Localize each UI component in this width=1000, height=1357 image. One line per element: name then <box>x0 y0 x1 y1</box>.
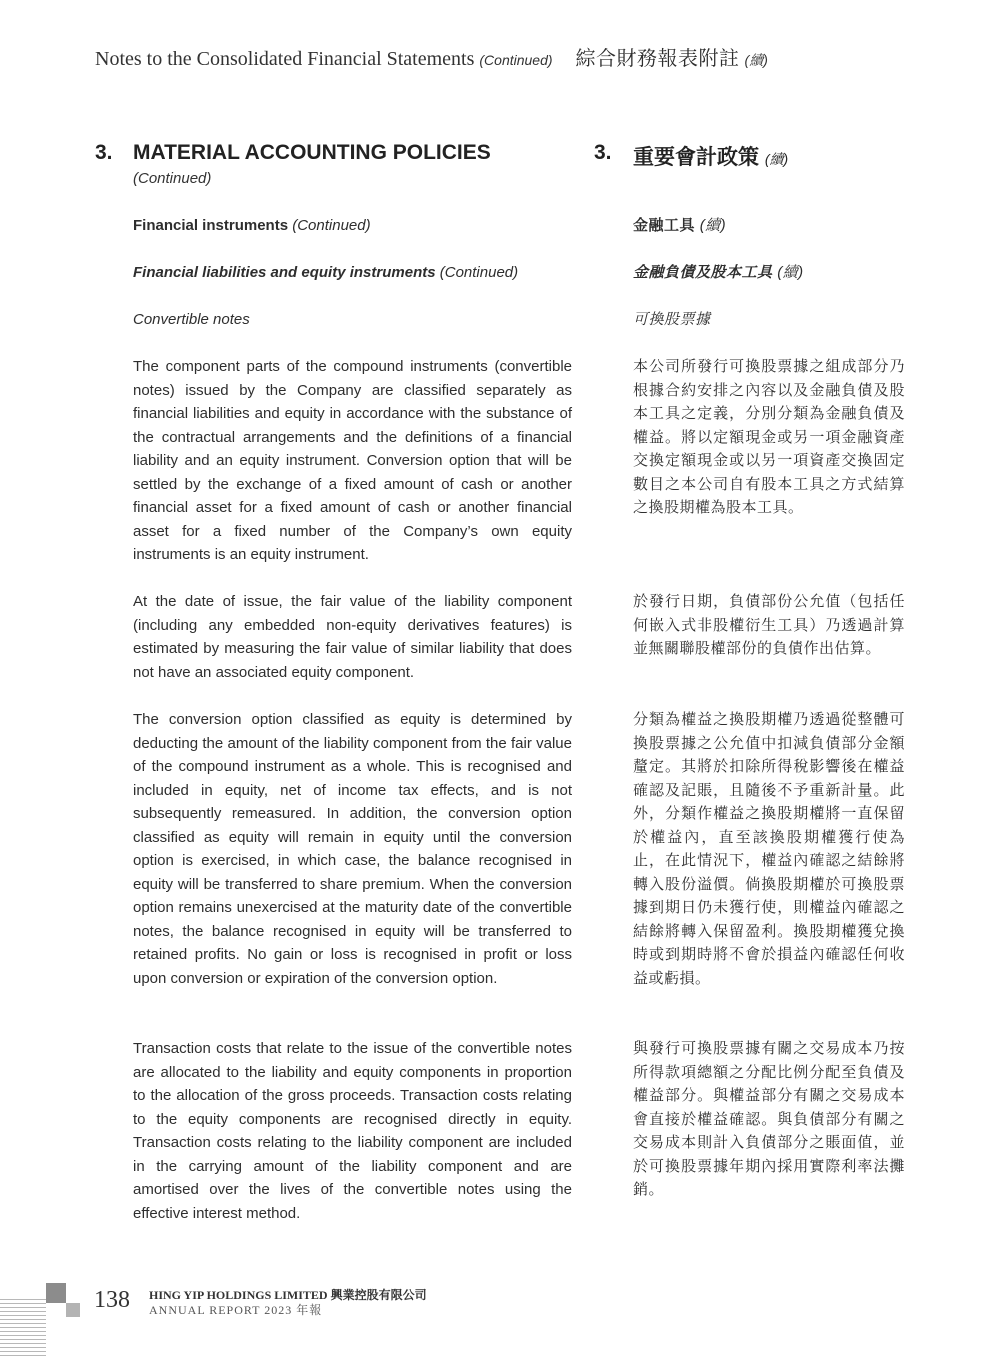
header-continued-zh: (續) <box>744 52 768 68</box>
fin-liab-cont-zh: (續) <box>777 264 804 281</box>
fin-instr-cont-en: (Continued) <box>292 217 371 234</box>
fin-instr-cont-zh: (續) <box>699 217 727 234</box>
paragraph-en-2: At the date of issue, the fair value of the liability component (including any embedded non-equity derivatives features) is estimated by measuring the fair value of similar liability that does not have an associated equity component. <box>133 593 572 681</box>
subheading-financial-instruments-zh <box>633 214 905 238</box>
section-number-en: 3. <box>95 141 113 164</box>
section-continued-zh: (續) <box>764 151 789 167</box>
fin-liab-cont-en: (Continued) <box>439 264 519 281</box>
company-name: HING YIP HOLDINGS LIMITED 興業控股有限公司 <box>149 1288 427 1302</box>
fin-liab-title-zh: 金融負債及股本工具 <box>633 264 773 281</box>
annual-report-label: ANNUAL REPORT 2023 年報 <box>149 1303 323 1317</box>
footer-square-dark <box>46 1283 66 1303</box>
paragraph-zh-4: 與發行可換股票據有關之交易成本乃按所得款項總額之分配比例分配至負債及權益部分。與權益部分有關之交易成本會直接於權益確認。與負債部分有關之交易成本則計入負債部分之賬面值，並於可換股票據年期內採用實際利率法攤銷。 <box>633 1040 905 1198</box>
subheading-convertible-notes-en: Convertible notes <box>133 311 250 328</box>
section-continued-en: (Continued) <box>133 170 212 187</box>
paragraph-en-4: Transaction costs that relate to the issue of the convertible notes are allocated to the liability and equity components in proportion to the allocation of the gross proceeds. Transaction costs relating to the equity components are recognised directly in equity. Transaction costs relating to the liability component are included in the carrying amount of the liability component and are amortised over the lives of the convertible notes using the effective interest method. <box>133 1040 572 1222</box>
paragraph-en-1: The component parts of the compound instruments (convertible notes) issued by the Company are classified separately as financial liabilities and equity in accordance with the substance of the contractual arrangements and the definitions of a financial liability and an equity instrument. Conversion option that will be settled by the exchange of a fixed amount of cash or another financial asset for a fixed amount of cash or another financial asset for a fixed number of the Company’s own equity instruments is an equity instrument. <box>133 358 572 563</box>
section-title-en: MATERIAL ACCOUNTING POLICIES <box>133 141 491 164</box>
paragraph-en-3: The conversion option classified as equity is determined by deducting the amount of the liability component from the fair value of the compound instrument as a whole. This is recognised and included in equity, net of income tax effects, and is not subsequently remeasured. In addition, the conversion option classified as equity will remain in equity until the conversion option is exercised, in which case, the balance recognised in equity will be transferred to share premium. When the conversion option remains unexercised at the maturity date of the convertible notes, the balance recognised in equity will be transferred to retained profits. No gain or loss is recognised in profit or loss upon conversion or expiration of the conversion option. <box>133 711 572 987</box>
section-title-zh-text: 重要會計政策 <box>633 146 759 169</box>
fin-liab-title-en: Financial liabilities and equity instruments <box>133 264 436 281</box>
page-number: 138 <box>94 1287 130 1313</box>
header-continued-en: (Continued) <box>479 52 553 68</box>
header-title-en: Notes to the Consolidated Financial Statements <box>95 48 475 70</box>
page-footer <box>0 1283 1000 1357</box>
subheading-convertible-notes-zh: 可換股票據 <box>633 311 711 328</box>
section-number-zh: 3. <box>594 141 612 164</box>
fin-instr-title-en: Financial instruments <box>133 217 289 234</box>
paragraph-zh-3: 分類為權益之換股期權乃透過從整體可換股票據之公允值中扣減負債部分金額釐定。其將於扣除所得稅影響後在權益確認及記賬，且隨後不予重新計量。此外，分類作權益之換股期權將一直保留於權益內，直至該換股期權獲行使為止，在此情況下，權益內確認之結餘將轉入股份溢價。倘換股期權於可換股票據到期日仍未獲行使，則權益內確認之結餘將轉入保留盈利。換股期權獲兌換時或到期時將不會於損益內確認任何收益或虧損。 <box>633 711 905 987</box>
footer-stripes-decoration <box>0 1299 46 1357</box>
fin-instr-title-zh: 金融工具 <box>633 217 696 234</box>
subheading-financial-instruments-en <box>133 214 572 238</box>
paragraph-zh-2: 於發行日期，負債部份公允值（包括任何嵌入式非股權衍生工具）乃透過計算並無關聯股權部份的負債作出估算。 <box>633 593 905 657</box>
paragraph-zh-1: 本公司所發行可換股票據之組成部分乃根據合約安排之內容以及金融負債及股本工具之定義，分別分類為金融負債及權益。將以定額現金或另一項金融資產交換定額現金或以另一項資產交換固定數目之本公司自有股本工具之方式結算之換股期權為股本工具。 <box>633 358 905 516</box>
header-title-zh: 綜合財務報表附註 <box>575 48 740 70</box>
subheading-financial-liabilities-zh <box>633 261 905 285</box>
running-header <box>95 48 920 72</box>
section-title-zh <box>633 141 788 171</box>
footer-square-light <box>66 1303 80 1317</box>
subheading-financial-liabilities-en <box>133 261 572 285</box>
